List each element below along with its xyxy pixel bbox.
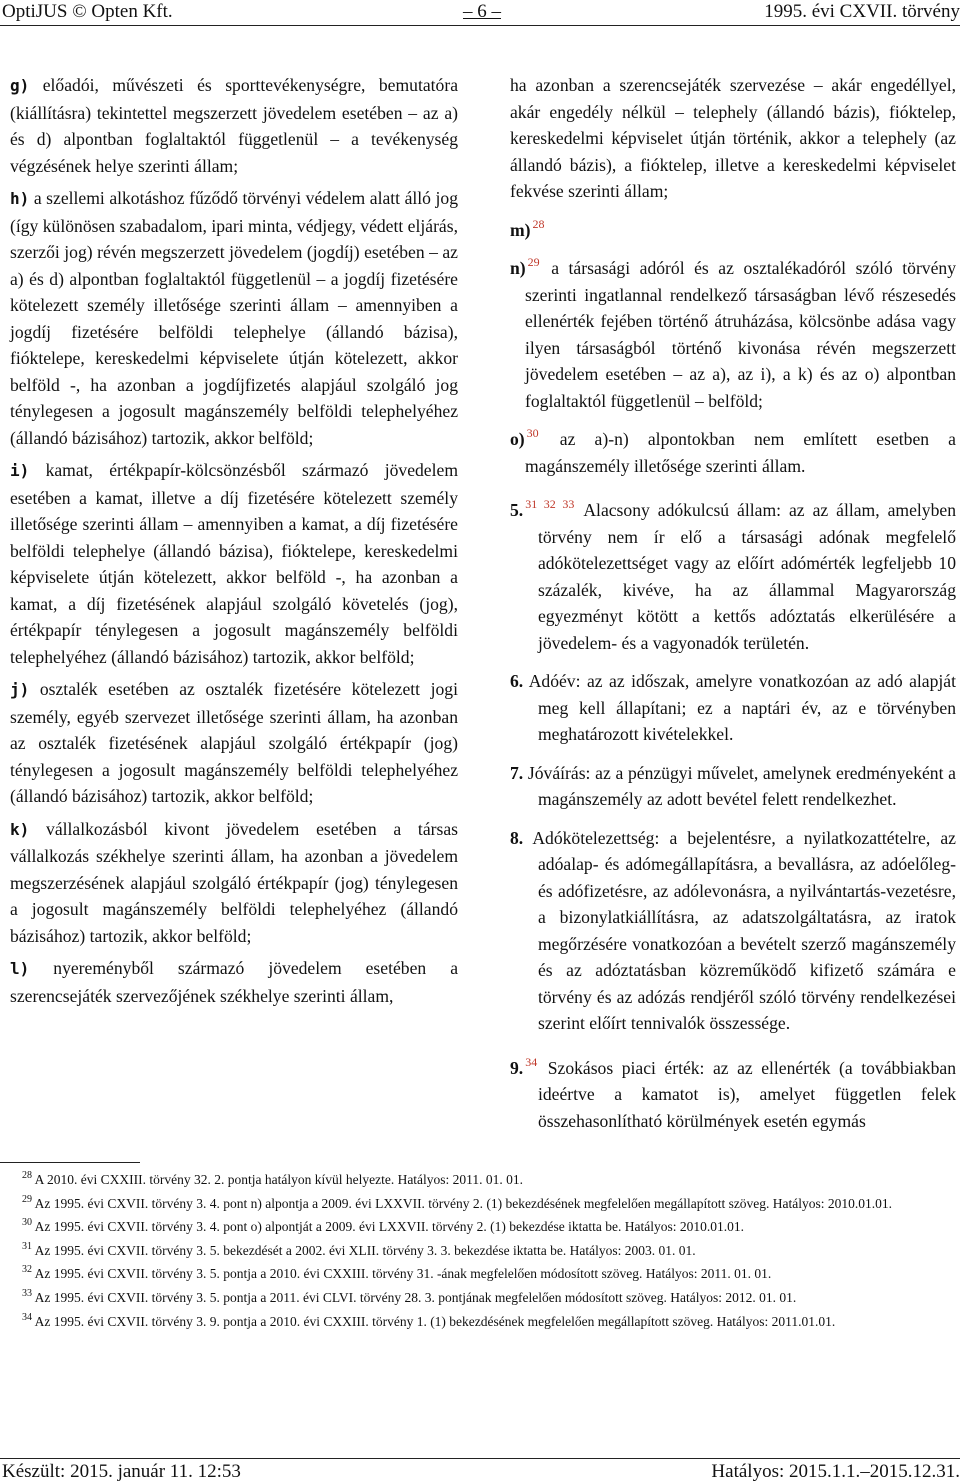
header-divider bbox=[0, 25, 960, 26]
footnote-divider bbox=[0, 1162, 140, 1163]
footnote-ref[interactable]: 31 32 33 bbox=[525, 497, 575, 511]
footnote: $^{29}$ Az 1995. évi CXVII. törvény 3. 4. pont n) alpontja a 2009. évi LXXVII. törvény 2. (1) bekezdésének megfelelően megállapított szöveg. Hatályos: 2010.01.01. bbox=[22, 1193, 893, 1211]
continuation-text: ha azonban a szerencsejáték szervezése – akár engedéllyel, akár engedély nélkül – telephely (állandó bázis), fióktelep, kereskedelmi képviselet útján történik, akkor a telephely (az állandó bázis), a fióktelep, illetve a kereskedelmi képviselet fekvése szerinti állam; bbox=[510, 75, 956, 201]
footnote-ref[interactable]: 29 bbox=[527, 255, 540, 269]
footnotes bbox=[2, 1166, 956, 1331]
footnote: $^{30}$ Az 1995. évi CXVII. törvény 3. 4. pont o) alpontját a 2009. évi LXXVII. törvény 2. (1) bekezdése iktatta be. Hatályos: 2010.01.01. bbox=[22, 1217, 744, 1235]
list-item: o) $^{30}$ az a)-n) alpontokban nem említett esetben a magánszemély illetősége szerinti állam. bbox=[510, 426, 956, 476]
definition-item: 6. Adóév: az az időszak, amelyre vonatkozóan az adó alapját meg kell állapítani; ez a naptári év, az e törvényben meghatározott kivételekkel. bbox=[510, 671, 956, 744]
definition-item: 7. Jóváírás: az a pénzügyi művelet, amelynek eredményeként a magánszemély az adott bevétel felett rendelkezhet. bbox=[510, 762, 956, 809]
footnote: $^{33}$ Az 1995. évi CXVII. törvény 3. 5. pontja a 2011. évi CLVI. törvény 28. 3. pontjának megfelelően módosított szöveg. Hatályos: 2012. 01. 01. bbox=[22, 1287, 797, 1305]
left-column bbox=[10, 72, 458, 1015]
header-publisher: OptiJUS © Opten Kft. bbox=[2, 1, 173, 22]
page-header bbox=[0, 0, 960, 26]
footnote-ref[interactable]: 34 bbox=[525, 1054, 538, 1069]
definition-item: 5. $^{31 32 33}$ Alacsony adókulcsú állam: az az állam, amelyben törvény nem ír elő a társasági adónak megfelelő adókötelezettséget vagy az előírt adómérték legfeljebb 10 százalék, kivéve, ha az állammal Magyarország egyezményt kötött a kettős adóztatás elkerülésére a jövedelem- és a vagyonadók területén. bbox=[510, 497, 956, 653]
list-item: h) a szellemi alkotáshoz fűződő törvényi védelem alatt álló jog (így különösen szabadalom, ipari minta, védjegy, védett eljárás, szerzői jog) révén megszerzett jövedelem (jogdíj) esetében – az a) és d) alpontban foglaltaktól függetlenül – a jogdíj fizetésére kötelezett személy illetősége szerinti állam – amennyiben a jogdíj fizetésére belföldi telephelye (állandó bázisa), fióktelepe, kereskedelmi képviselete útján kötelezett, akkor belföld -, ha azonban a jogdíjfizetés alapjául szolgáló jog ténylegesen a jogosult magánszemély belföldi telephelyéhez (állandó bázisához) tartozik, akkor belföld; bbox=[10, 188, 458, 448]
footnote-ref[interactable]: 28 bbox=[532, 216, 545, 231]
header-law-title: 1995. évi CXVII. törvény bbox=[764, 1, 960, 22]
footnote-ref[interactable]: 30 bbox=[526, 426, 539, 440]
page-footer bbox=[0, 1460, 960, 1484]
footnote: $^{32}$ Az 1995. évi CXVII. törvény 3. 5. pontja a 2010. évi CXXIII. törvény 31. -ának megfelelően módosított szöveg. Hatályos: 2011. 01. 01. bbox=[22, 1264, 772, 1282]
list-item: l) nyereményből származó jövedelem esetében a szerencsejáték szervezőjének székhelye szerinti állam, bbox=[10, 958, 459, 1006]
list-item: g) előadói, művészeti és sporttevékenységre, bemutatóra (kiállításra) tekintettel megszerzett jövedelem esetében – az a) és d) alpontban foglaltaktól függetlenül – a tevékenység végzésének helye szerinti állam; bbox=[10, 75, 459, 176]
footnote: $^{31}$ Az 1995. évi CXVII. törvény 3. 5. bekezdését a 2002. évi XLII. törvény 3. 3. bekezdése iktatta be. Hatályos: 2003. 01. 01. bbox=[22, 1240, 696, 1258]
definition-item: 9. $^{34}$ Szokásos piaci érték: az az ellenérték (a továbbiakban ideértve a kamatot is), amelyet független felek összehasonlítható körülmények esetén egymás bbox=[510, 1054, 956, 1131]
definition-item: 8. Adókötelezettség: a bejelentésre, a nyilatkozattételre, az adóalap- és adómegállapításra, a bevallásra, az adóelőleg- és adófizetésre, az adólevonásra, a nyilvántartás-vezetésre, a bizonylatkiállításra, az adatszolgáltatásra, az iratok megőrzésére vonatkozóan a bevételt szerző magánszemély és az adóztatásban közreműködő kifizető számára e törvény és az adózás rendjéről szóló törvény rendelkezései szerint előírt tennivalók összessége. bbox=[510, 827, 956, 1033]
footer-divider bbox=[0, 1458, 960, 1459]
list-item: n) $^{29}$ a társasági adóról és az osztalékadóról szóló törvény szerinti ingatlannal rendelkező társaságban lévő részesedés ellenérték fejében történő átruházása, kölcsönbe adása vagy ilyen társaságból történő kivonása révén megszerzett jövedelem esetében – az a), az i), a k) és az o) alpontban foglaltaktól függetlenül – belföld; bbox=[510, 255, 957, 411]
header-page-number: – 6 – bbox=[463, 1, 501, 22]
footer-created: Készült: 2015. január 11. 12:53 bbox=[2, 1461, 241, 1482]
list-item: j) osztalék esetében az osztalék fizetésére kötelezett jogi személy, egyéb szervezet illetősége szerinti állam, ha azonban az osztalék fizetésének alapjául szolgáló értékpapír (jog) ténylegesen a jogosult magánszemély belföldi telephelyéhez (állandó bázisához) tartozik, akkor belföld; bbox=[10, 679, 458, 806]
footnote: $^{34}$ Az 1995. évi CXVII. törvény 3. 9. pontja a 2010. évi CXXIII. törvény 1. (1) bekezdésének megfelelően megállapított szöveg. Hatályos: 2011.01.01. bbox=[22, 1311, 836, 1329]
footer-effective: Hatályos: 2015.1.1.–2015.12.31. bbox=[711, 1461, 960, 1482]
list-item: k) vállalkozásból kivont jövedelem esetében a társas vállalkozás székhelye szerinti állam, ha azonban a jövedelem megszerzésének alapjául szolgáló értékpapír (jog) ténylegesen a jogosult magánszemély belföldi telephelyéhez (állandó bázisához) tartozik, akkor belföld; bbox=[10, 818, 458, 946]
list-item: m) $^{28}$ bbox=[510, 216, 545, 240]
list-item: i) kamat, értékpapír-kölcsönzésből származó jövedelem esetében a kamat, illetve a díj fizetésére kötelezett személy illetősége szerinti állam – amennyiben a kamat, a díj fizetésére belföldi telephelye (állandó bázisa), fióktelepe, kereskedelmi képviselete útján kötelezett, akkor belföld -, ha azonban a kamat, a díj fizetésének alapjául szolgáló követelés (jog), értékpapír ténylegesen a jogosult magánszemély belföldi telephelyéhez (állandó bázisához) tartozik, akkor belföld; bbox=[10, 460, 459, 667]
right-column bbox=[510, 72, 956, 1146]
footnote: $^{28}$ A 2010. évi CXXIII. törvény 32. 2. pontja hatályon kívül helyezte. Hatályos: 2011. 01. 01. bbox=[22, 1170, 524, 1187]
